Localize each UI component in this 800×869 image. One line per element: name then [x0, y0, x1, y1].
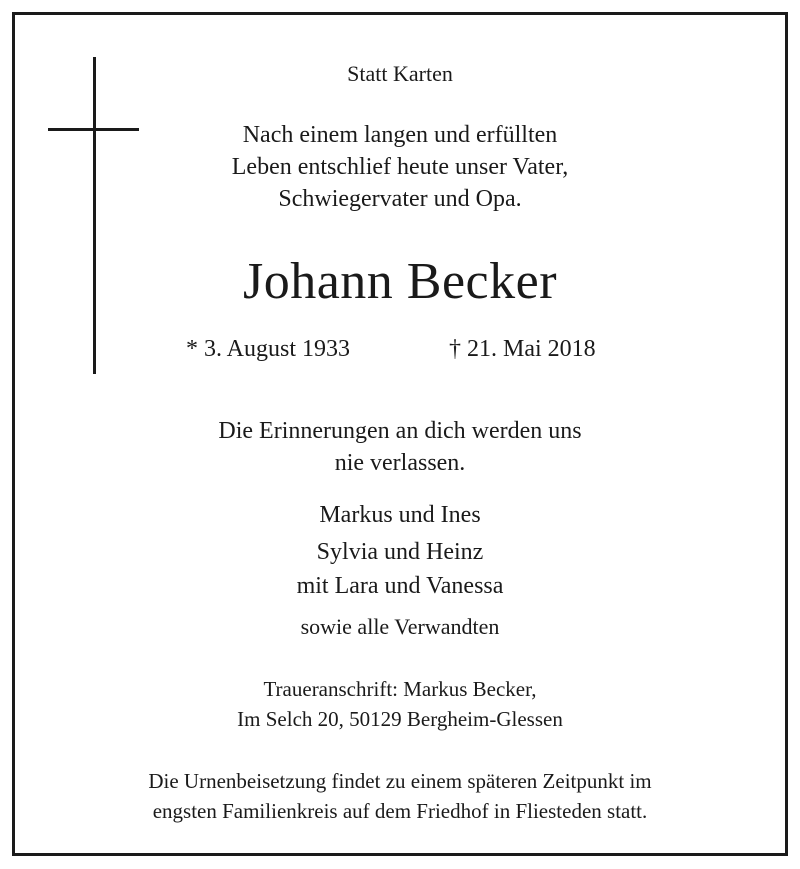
intro-line-1: Nach einem langen und erfüllten: [242, 122, 558, 148]
family-line-2: Sylvia und Heinz: [316, 539, 484, 565]
notice-line-2: engsten Familienkreis auf dem Friedhof in Fliesteden statt.: [152, 799, 648, 823]
intro-line-3: Schwiegervater und Opa.: [278, 186, 522, 212]
family-line-3: mit Lara und Vanessa: [296, 573, 504, 599]
cross-icon-vertical: [93, 57, 96, 374]
family-line-1: Markus und Ines: [319, 502, 481, 528]
deceased-name: Johann Becker: [242, 253, 558, 310]
intro-line-2: Leben entschlief heute unser Vater,: [231, 154, 569, 180]
statt-karten-text: Statt Karten: [347, 61, 453, 86]
notice-line-1: Die Urnenbeisetzung findet zu einem späteren Zeitpunkt im: [148, 769, 652, 793]
relatives-text: sowie alle Verwandten: [300, 614, 500, 639]
quote-line-2: nie verlassen.: [334, 450, 466, 476]
quote-line-1: Die Erinnerungen an dich werden uns: [218, 418, 582, 444]
address-line-1: Traueranschrift: Markus Becker,: [263, 677, 537, 701]
address-line-2: Im Selch 20, 50129 Bergheim-Glessen: [237, 707, 563, 731]
death-date: † 21. Mai 2018: [449, 336, 596, 362]
birth-date: * 3. August 1933: [186, 336, 351, 362]
